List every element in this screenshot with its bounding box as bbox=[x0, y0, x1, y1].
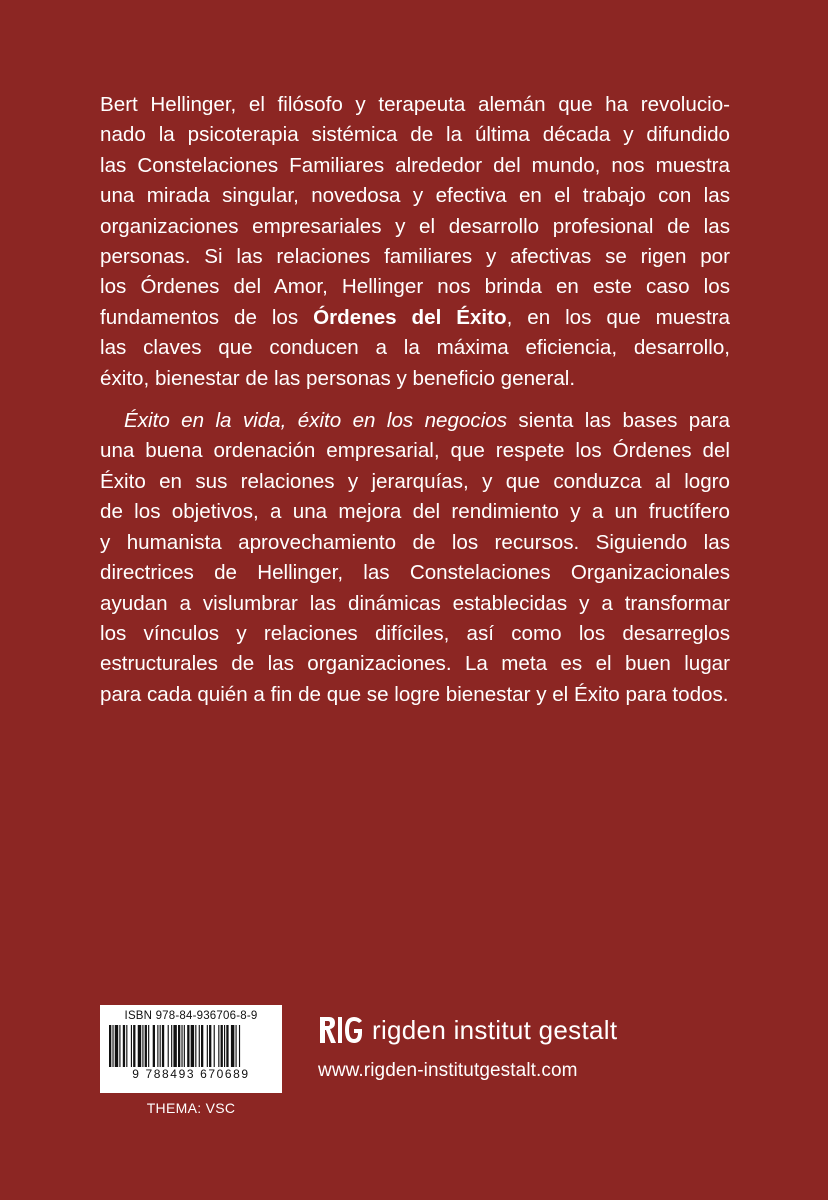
paragraph-2-line: Éxito en sus relaciones y jerarquías, y que conduzca al logro bbox=[100, 469, 730, 493]
isbn-barcode bbox=[100, 1005, 282, 1093]
paragraph-1-line: una mirada singular, novedosa y efectiva en el trabajo con las bbox=[100, 184, 730, 208]
paragraph-2-line: directrices de Hellinger, las Constelaciones Organizacionales bbox=[100, 561, 730, 585]
thema-code: THEMA: VSC bbox=[146, 1100, 236, 1116]
barcode-bars-icon bbox=[107, 1025, 275, 1067]
paragraph-2-line: los vínculos y relaciones difíciles, así como los desarreglos bbox=[100, 621, 730, 645]
line-text: sienta las bases para bbox=[507, 409, 730, 433]
rig-logo-icon bbox=[318, 1013, 364, 1047]
paragraph-2-line: una buena ordenación empresarial, que respete los Órdenes del bbox=[100, 439, 730, 463]
paragraph-2-line: para cada quién a fin de que se logre bienestar y el Éxito para todos. bbox=[100, 682, 729, 706]
paragraph-1-line: personas. Si las relaciones familiares y afectivas se rigen por bbox=[100, 245, 730, 269]
paragraph-1-line: las claves que conducen a la máxima eficiencia, desarrollo, bbox=[100, 336, 730, 360]
ean-digits: 9 788493 670689 bbox=[132, 1067, 250, 1081]
paragraph-2-line: y humanista aprovechamiento de los recursos. Siguiendo las bbox=[100, 530, 730, 554]
book-title-italic: Éxito en la vida, éxito en los negocios bbox=[124, 409, 508, 433]
publisher-brand bbox=[318, 1012, 617, 1048]
paragraph-1-line-with-bold bbox=[100, 303, 730, 333]
paragraph-1 bbox=[100, 90, 730, 394]
isbn-label: ISBN 978-84-936706-8-9 bbox=[124, 1010, 258, 1022]
paragraph-1-line: éxito, bienestar de las personas y beneficio general. bbox=[100, 366, 576, 390]
publisher-url: www.rigden-institutgestalt.com bbox=[318, 1060, 578, 1081]
back-cover-blurb bbox=[100, 90, 730, 710]
paragraph-2-line: de los objetivos, a una mejora del rendimiento y a un fructífero bbox=[100, 500, 730, 524]
paragraph-1-line: los Órdenes del Amor, Hellinger nos brinda en este caso los bbox=[100, 275, 730, 299]
paragraph-2-first-line bbox=[100, 406, 730, 436]
line-text: fundamentos de los bbox=[100, 305, 314, 329]
paragraph-1-line: nado la psicoterapia sistémica de la última década y difundido bbox=[100, 123, 730, 147]
line-text: , en los que muestra bbox=[506, 305, 730, 329]
paragraph-1-line: las Constelaciones Familiares alrededor del mundo, nos muestra bbox=[100, 153, 730, 177]
paragraph-2 bbox=[100, 406, 730, 710]
paragraph-1-line: organizaciones empresariales y el desarrollo profesional de las bbox=[100, 214, 730, 238]
publisher-name: rigden institut gestalt bbox=[372, 1015, 618, 1045]
paragraph-1-line: Bert Hellinger, el filósofo y terapeuta alemán que ha revolucio- bbox=[100, 93, 730, 116]
paragraph-2-line: ayudan a vislumbrar las dinámicas establecidas y a transformar bbox=[100, 591, 730, 615]
paragraph-2-line: estructurales de las organizaciones. La meta es el buen lugar bbox=[100, 652, 730, 676]
bold-phrase: Órdenes del Éxito bbox=[313, 305, 507, 329]
